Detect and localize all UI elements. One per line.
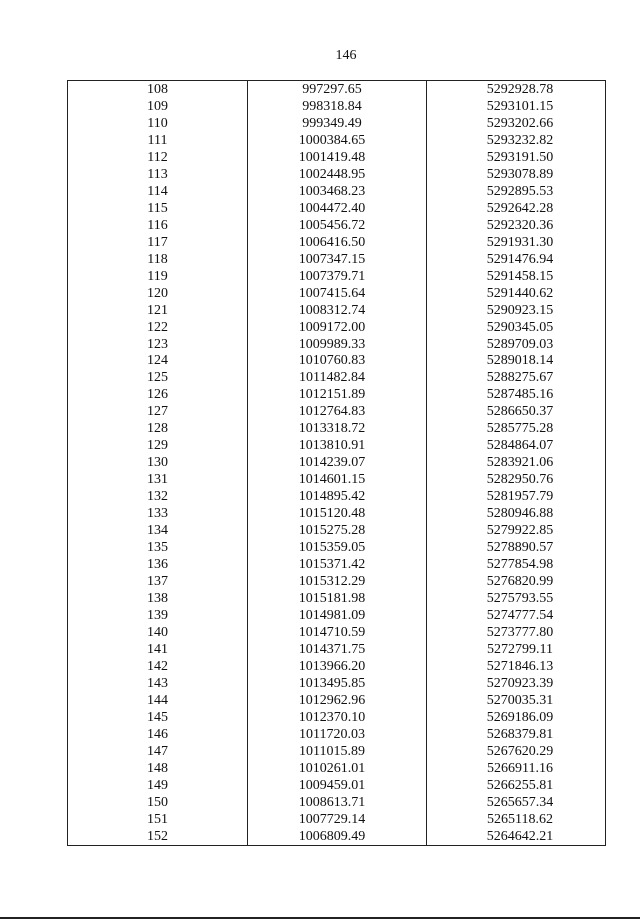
table-row: [68, 336, 606, 353]
y-coordinate-cell: 5266255.81: [427, 777, 606, 794]
y-coordinate-cell: 5286650.37: [427, 403, 606, 420]
table-row: [68, 98, 606, 115]
x-coordinate-cell: 1013966.20: [248, 658, 427, 675]
table-row: [68, 268, 606, 285]
table-row: [68, 166, 606, 183]
table-row: [68, 251, 606, 268]
table-row: [68, 658, 606, 675]
point-number-cell: 131: [68, 471, 248, 488]
point-number-cell: 123: [68, 336, 248, 353]
point-number-cell: 116: [68, 217, 248, 234]
x-coordinate-cell: 1010760.83: [248, 353, 427, 370]
y-coordinate-cell: 5289018.14: [427, 353, 606, 370]
y-coordinate-cell: 5290345.05: [427, 319, 606, 336]
x-coordinate-cell: 1014710.59: [248, 624, 427, 641]
point-number-cell: 149: [68, 777, 248, 794]
x-coordinate-cell: 1008613.71: [248, 794, 427, 811]
table-row: [68, 488, 606, 505]
point-number-cell: 119: [68, 268, 248, 285]
table-row: [68, 285, 606, 302]
y-coordinate-cell: 5293191.50: [427, 149, 606, 166]
y-coordinate-cell: 5291458.15: [427, 268, 606, 285]
point-number-cell: 111: [68, 132, 248, 149]
x-coordinate-cell: 1010261.01: [248, 760, 427, 777]
point-number-cell: 132: [68, 488, 248, 505]
y-coordinate-cell: 5277854.98: [427, 556, 606, 573]
table-row: [68, 709, 606, 726]
x-coordinate-cell: 1000384.65: [248, 132, 427, 149]
point-number-cell: 118: [68, 251, 248, 268]
y-coordinate-cell: 5288275.67: [427, 369, 606, 386]
table-row: [68, 811, 606, 828]
y-coordinate-cell: 5293232.82: [427, 132, 606, 149]
y-coordinate-cell: 5292895.53: [427, 183, 606, 200]
coordinates-table-body: [68, 81, 606, 846]
y-coordinate-cell: 5291476.94: [427, 251, 606, 268]
table-row: [68, 760, 606, 777]
x-coordinate-cell: 1012764.83: [248, 403, 427, 420]
y-coordinate-cell: 5292642.28: [427, 200, 606, 217]
x-coordinate-cell: 1009459.01: [248, 777, 427, 794]
point-number-cell: 122: [68, 319, 248, 336]
point-number-cell: 121: [68, 302, 248, 319]
point-number-cell: 147: [68, 743, 248, 760]
table-row: [68, 302, 606, 319]
y-coordinate-cell: 5291931.30: [427, 234, 606, 251]
point-number-cell: 143: [68, 675, 248, 692]
table-row: [68, 607, 606, 624]
x-coordinate-cell: 1009989.33: [248, 336, 427, 353]
point-number-cell: 151: [68, 811, 248, 828]
table-row: [68, 556, 606, 573]
point-number-cell: 124: [68, 353, 248, 370]
point-number-cell: 114: [68, 183, 248, 200]
x-coordinate-cell: 1007347.15: [248, 251, 427, 268]
table-row: [68, 641, 606, 658]
x-coordinate-cell: 1007729.14: [248, 811, 427, 828]
y-coordinate-cell: 5289709.03: [427, 336, 606, 353]
x-coordinate-cell: 1015120.48: [248, 505, 427, 522]
y-coordinate-cell: 5273777.80: [427, 624, 606, 641]
table-row: [68, 132, 606, 149]
point-number-cell: 152: [68, 828, 248, 845]
x-coordinate-cell: 1013810.91: [248, 437, 427, 454]
x-coordinate-cell: 1009172.00: [248, 319, 427, 336]
table-row: [68, 726, 606, 743]
table-row: [68, 149, 606, 166]
page-number: 146: [335, 48, 357, 63]
table-row: [68, 471, 606, 488]
coordinates-table: [67, 80, 606, 846]
x-coordinate-cell: 1014601.15: [248, 471, 427, 488]
x-coordinate-cell: 1014981.09: [248, 607, 427, 624]
table-row: [68, 420, 606, 437]
y-coordinate-cell: 5278890.57: [427, 539, 606, 556]
x-coordinate-cell: 1011015.89: [248, 743, 427, 760]
y-coordinate-cell: 5270923.39: [427, 675, 606, 692]
x-coordinate-cell: 1015359.05: [248, 539, 427, 556]
bottom-edge-rule: [0, 917, 640, 919]
point-number-cell: 139: [68, 607, 248, 624]
x-coordinate-cell: 1014371.75: [248, 641, 427, 658]
table-row: [68, 386, 606, 403]
table-row: [68, 590, 606, 607]
y-coordinate-cell: 5282950.76: [427, 471, 606, 488]
y-coordinate-cell: 5270035.31: [427, 692, 606, 709]
table-row: [68, 743, 606, 760]
table-row: [68, 369, 606, 386]
y-coordinate-cell: 5266911.16: [427, 760, 606, 777]
x-coordinate-cell: 1015181.98: [248, 590, 427, 607]
point-number-cell: 137: [68, 573, 248, 590]
x-coordinate-cell: 1008312.74: [248, 302, 427, 319]
point-number-cell: 113: [68, 166, 248, 183]
table-row: [68, 539, 606, 556]
table-row: [68, 692, 606, 709]
y-coordinate-cell: 5272799.11: [427, 641, 606, 658]
x-coordinate-cell: 1015371.42: [248, 556, 427, 573]
table-row: [68, 777, 606, 794]
y-coordinate-cell: 5291440.62: [427, 285, 606, 302]
x-coordinate-cell: 997297.65: [248, 81, 427, 98]
point-number-cell: 112: [68, 149, 248, 166]
x-coordinate-cell: 1012962.96: [248, 692, 427, 709]
point-number-cell: 129: [68, 437, 248, 454]
x-coordinate-cell: 1015275.28: [248, 522, 427, 539]
y-coordinate-cell: 5274777.54: [427, 607, 606, 624]
y-coordinate-cell: 5271846.13: [427, 658, 606, 675]
x-coordinate-cell: 1013495.85: [248, 675, 427, 692]
table-row: [68, 234, 606, 251]
table-row: [68, 828, 606, 845]
point-number-cell: 150: [68, 794, 248, 811]
y-coordinate-cell: 5293202.66: [427, 115, 606, 132]
table-row: [68, 319, 606, 336]
y-coordinate-cell: 5292928.78: [427, 81, 606, 98]
y-coordinate-cell: 5276820.99: [427, 573, 606, 590]
x-coordinate-cell: 1007379.71: [248, 268, 427, 285]
x-coordinate-cell: 1007415.64: [248, 285, 427, 302]
point-number-cell: 126: [68, 386, 248, 403]
y-coordinate-cell: 5292320.36: [427, 217, 606, 234]
x-coordinate-cell: 1011720.03: [248, 726, 427, 743]
x-coordinate-cell: 1011482.84: [248, 369, 427, 386]
y-coordinate-cell: 5287485.16: [427, 386, 606, 403]
x-coordinate-cell: 1005456.72: [248, 217, 427, 234]
x-coordinate-cell: 1001419.48: [248, 149, 427, 166]
y-coordinate-cell: 5285775.28: [427, 420, 606, 437]
table-row: [68, 522, 606, 539]
point-number-cell: 127: [68, 403, 248, 420]
x-coordinate-cell: 1002448.95: [248, 166, 427, 183]
table-row: [68, 624, 606, 641]
point-number-cell: 140: [68, 624, 248, 641]
y-coordinate-cell: 5267620.29: [427, 743, 606, 760]
point-number-cell: 134: [68, 522, 248, 539]
y-coordinate-cell: 5265657.34: [427, 794, 606, 811]
point-number-cell: 120: [68, 285, 248, 302]
point-number-cell: 133: [68, 505, 248, 522]
x-coordinate-cell: 1012151.89: [248, 386, 427, 403]
y-coordinate-cell: 5284864.07: [427, 437, 606, 454]
y-coordinate-cell: 5280946.88: [427, 505, 606, 522]
table-row: [68, 217, 606, 234]
point-number-cell: 145: [68, 709, 248, 726]
y-coordinate-cell: 5281957.79: [427, 488, 606, 505]
point-number-cell: 142: [68, 658, 248, 675]
table-row: [68, 675, 606, 692]
table-row: [68, 183, 606, 200]
point-number-cell: 108: [68, 81, 248, 98]
x-coordinate-cell: 998318.84: [248, 98, 427, 115]
x-coordinate-cell: 1013318.72: [248, 420, 427, 437]
table-row: [68, 200, 606, 217]
x-coordinate-cell: 999349.49: [248, 115, 427, 132]
point-number-cell: 130: [68, 454, 248, 471]
table-row: [68, 115, 606, 132]
point-number-cell: 117: [68, 234, 248, 251]
y-coordinate-cell: 5290923.15: [427, 302, 606, 319]
x-coordinate-cell: 1003468.23: [248, 183, 427, 200]
point-number-cell: 115: [68, 200, 248, 217]
point-number-cell: 141: [68, 641, 248, 658]
table-row: [68, 81, 606, 98]
point-number-cell: 125: [68, 369, 248, 386]
y-coordinate-cell: 5293101.15: [427, 98, 606, 115]
y-coordinate-cell: 5283921.06: [427, 454, 606, 471]
y-coordinate-cell: 5265118.62: [427, 811, 606, 828]
table-row: [68, 437, 606, 454]
table-row: [68, 353, 606, 370]
table-row: [68, 573, 606, 590]
x-coordinate-cell: 1012370.10: [248, 709, 427, 726]
point-number-cell: 128: [68, 420, 248, 437]
point-number-cell: 135: [68, 539, 248, 556]
table-row: [68, 794, 606, 811]
y-coordinate-cell: 5269186.09: [427, 709, 606, 726]
x-coordinate-cell: 1006416.50: [248, 234, 427, 251]
x-coordinate-cell: 1014239.07: [248, 454, 427, 471]
point-number-cell: 109: [68, 98, 248, 115]
x-coordinate-cell: 1006809.49: [248, 828, 427, 845]
point-number-cell: 110: [68, 115, 248, 132]
x-coordinate-cell: 1014895.42: [248, 488, 427, 505]
point-number-cell: 136: [68, 556, 248, 573]
table-row: [68, 505, 606, 522]
point-number-cell: 138: [68, 590, 248, 607]
x-coordinate-cell: 1015312.29: [248, 573, 427, 590]
y-coordinate-cell: 5268379.81: [427, 726, 606, 743]
point-number-cell: 144: [68, 692, 248, 709]
y-coordinate-cell: 5293078.89: [427, 166, 606, 183]
point-number-cell: 148: [68, 760, 248, 777]
point-number-cell: 146: [68, 726, 248, 743]
table-row: [68, 454, 606, 471]
y-coordinate-cell: 5264642.21: [427, 828, 606, 845]
y-coordinate-cell: 5275793.55: [427, 590, 606, 607]
x-coordinate-cell: 1004472.40: [248, 200, 427, 217]
y-coordinate-cell: 5279922.85: [427, 522, 606, 539]
table-row: [68, 403, 606, 420]
